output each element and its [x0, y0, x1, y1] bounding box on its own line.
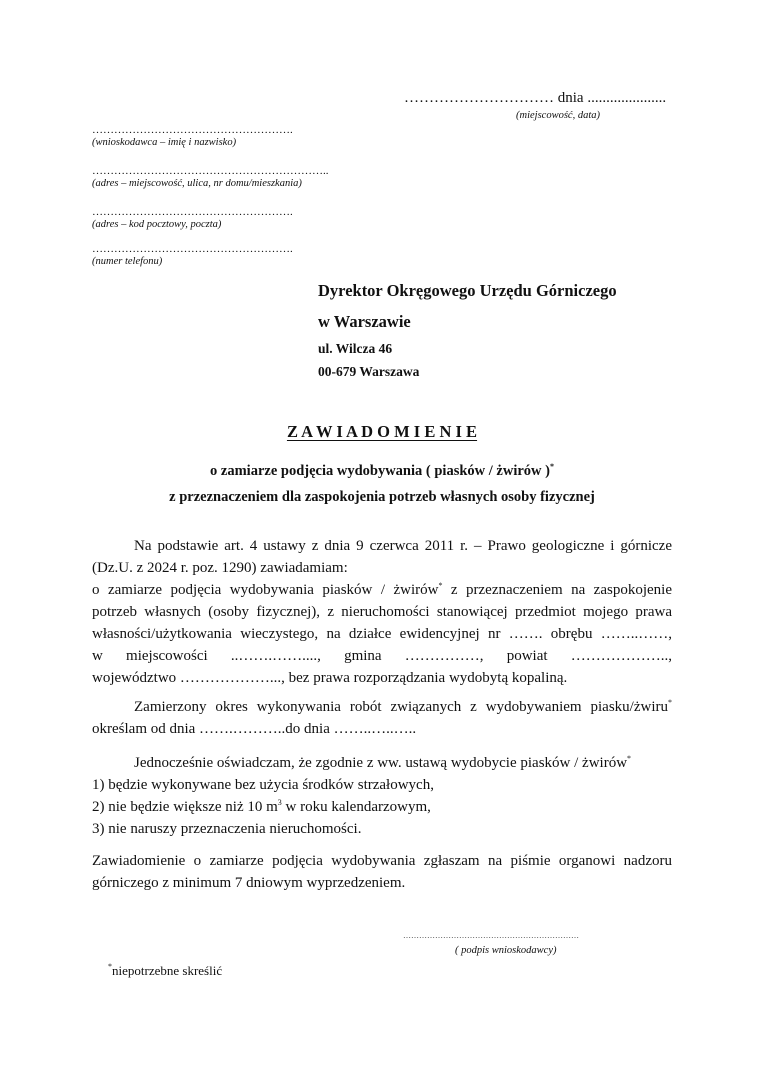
footnote — [108, 963, 222, 979]
recipient-line-2: w Warszawie — [318, 312, 411, 331]
footnote-mark: * — [549, 462, 554, 471]
subtitle-line-2: z przeznaczeniem dla zaspokojenia potrzeb własnych osoby fizycznej — [169, 489, 595, 505]
applicant-postal-field[interactable]: ………………………………………………. — [92, 206, 293, 218]
p1-line-1: Na podstawie art. 4 ustawy z dnia 9 czerwca 2011 r. – Prawo geologiczne i górnicze — [134, 538, 672, 554]
declaration-item-2 — [92, 796, 672, 818]
applicant-address-caption: (adres – miejscowość, ulica, nr domu/mieszkania) — [92, 178, 302, 189]
applicant-phone-caption: (numer telefonu) — [92, 256, 163, 267]
footnote-mark: * — [668, 698, 672, 707]
footnote-mark: * — [438, 581, 443, 590]
p1-line-7[interactable]: województwo ………………..., bez prawa rozporządzania wydobytą kopaliną. — [92, 670, 568, 686]
paragraph-notice — [92, 850, 672, 894]
p1-line-4: potrzeb własnych (osoby fizycznej), z nieruchomości stanowiącej przedmiot mojego prawa — [92, 604, 672, 620]
applicant-name-field[interactable]: ………………………………………………. — [92, 124, 293, 136]
p2-line-1 — [92, 696, 672, 718]
applicant-postal-caption: (adres – kod pocztowy, poczta) — [92, 219, 222, 230]
applicant-phone-field[interactable]: ………………………………………………. — [92, 243, 293, 255]
footnote-mark: * — [627, 754, 632, 763]
footnote-mark: * — [108, 962, 112, 971]
place-date-caption: (miejscowość, data) — [516, 110, 600, 121]
p4-line-1: Zawiadomienie o zamiarze podjęcia wydobywania zgłaszam na piśmie organowi nadzoru — [92, 853, 672, 869]
applicant-postal-block — [92, 206, 293, 230]
p2-line-2[interactable]: określam od dnia …….………..do dnia ……..…..….. — [92, 721, 417, 737]
paragraph-period — [92, 696, 672, 740]
p1-line-2: (Dz.U. z 2024 r. poz. 1290) zawiadamiam: — [92, 560, 348, 576]
p1-line-6[interactable]: w miejscowości ..…….……...., gmina ……………, powiat ……………….., — [92, 648, 672, 664]
applicant-phone-block — [92, 243, 293, 267]
document-title: Z A W I A D O M I E N I E — [286, 422, 478, 441]
subtitle-text-1: o zamiarze podjęcia wydobywania ( piasków / żwirów ) — [210, 463, 550, 479]
title-wrap — [0, 422, 764, 442]
recipient-city: 00-679 Warszawa — [318, 364, 420, 379]
applicant-name-block — [92, 124, 293, 148]
p4-line-2: górniczego z minimum 7 dniowym wyprzedzeniem. — [92, 875, 406, 891]
declaration-item-3: 3) nie naruszy przeznaczenia nieruchomości. — [92, 821, 362, 837]
footnote-text: niepotrzebne skreślić — [112, 963, 223, 978]
place-date-field[interactable]: ………………………… dnia ..................... — [404, 90, 667, 106]
p3-line-1 — [92, 752, 672, 774]
applicant-name-caption: (wnioskodawca – imię i nazwisko) — [92, 137, 237, 148]
declaration-item-2a: 2) nie będzie większe niż 10 m — [92, 799, 278, 815]
p2-line-1a: Zamierzony okres wykonywania robót związanych z wydobywaniem piasku/żwiru — [134, 699, 668, 715]
applicant-address-field[interactable]: ……………………………………………………….. — [92, 165, 329, 177]
p1-line-3b: z przeznaczeniem na zaspokojenie — [442, 582, 672, 598]
p1-line-3 — [92, 579, 672, 601]
recipient-street: ul. Wilcza 46 — [318, 341, 393, 356]
paragraph-legal-basis — [92, 535, 672, 689]
subtitle-line-1 — [0, 463, 764, 480]
declaration-item-1: 1) będzie wykonywane bez użycia środków strzałowych, — [92, 777, 434, 793]
p1-line-5[interactable]: własności/użytkowania wieczystego, na działce ewidencyjnej nr ……. obrębu ……..……, — [92, 626, 672, 642]
signature-field[interactable]: ………………………………………………………… — [403, 931, 579, 940]
paragraph-declaration — [92, 752, 672, 840]
p3-line-1a: Jednocześnie oświadczam, że zgodnie z ww. ustawą wydobycie piasków / żwirów — [134, 755, 628, 771]
cubic-superscript: 3 — [277, 798, 282, 807]
signature-caption: ( podpis wnioskodawcy) — [455, 945, 557, 956]
recipient-line-1: Dyrektor Okręgowego Urzędu Górniczego — [318, 281, 617, 300]
declaration-item-2b: w roku kalendarzowym, — [281, 799, 431, 815]
p1-line-3a: o zamiarze podjęcia wydobywania piasków / żwirów — [92, 582, 439, 598]
applicant-address-block — [92, 165, 329, 189]
